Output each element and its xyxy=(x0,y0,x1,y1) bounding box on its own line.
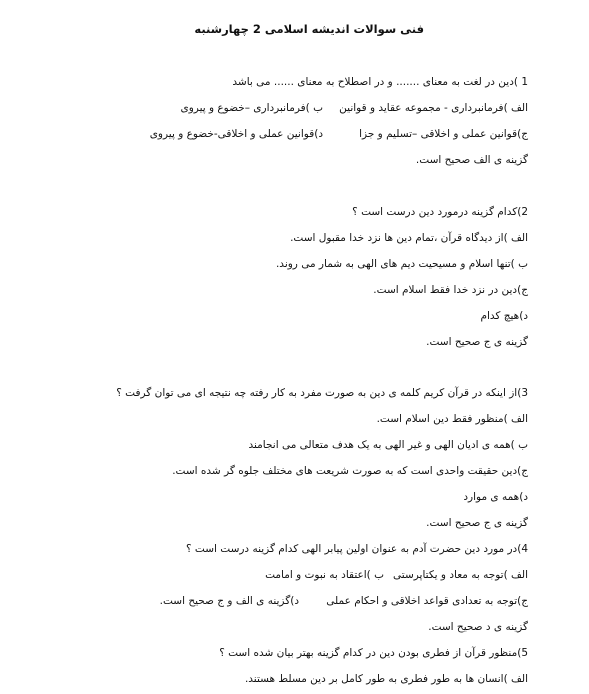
q5-option-a: الف )انسان ها به طور فطری به طور کامل بر دین مسلط هستند. xyxy=(244,673,528,685)
question-2: 2)کدام گزینه درمورد دین درست است ؟ xyxy=(352,206,528,218)
q4-option-c: ج)توجه به تعدادی قواعد اخلاقی و احکام عملی xyxy=(326,595,528,607)
question-4: 4)در مورد دین حضرت آدم به عنوان اولین پیابر الهی کدام گزینه درست است ؟ xyxy=(185,543,528,555)
q2-answer: گزینه ی ج صحیح است. xyxy=(426,336,528,348)
q2-option-a: الف )از دیدگاه قرآن ،تمام دین ها نزد خدا مقبول است. xyxy=(290,232,528,244)
question-3: 3)از اینکه در قرآن کریم کلمه ی دین به صورت مفرد به کار رفته چه نتیجه ای می توان گرفت ؟ xyxy=(116,387,528,399)
q2-option-c: ج)دین در نزد خدا فقط اسلام است. xyxy=(373,284,528,296)
question-5: 5)منظور قرآن از فطری بودن دین در کدام گزینه بهتر بیان شده است ؟ xyxy=(219,647,528,659)
q1-option-c: ج)قوانین عملی و اخلاقی –تسلیم و جزا xyxy=(359,128,528,140)
q3-option-a: الف )منظور فقط دین اسلام است. xyxy=(376,413,528,425)
q1-option-b: ب )فرمانبرداری –خضوع و پیروی xyxy=(180,102,323,114)
q1-option-d: د)قوانین عملی و اخلاقی-خضوع و پیروی xyxy=(149,128,323,140)
q3-option-d: د)همه ی موارد xyxy=(463,491,528,503)
q3-option-c: ج)دین حقیقت واحدی است که به صورت شریعت های مختلف جلوه گر شده است. xyxy=(172,465,528,477)
q3-option-b: ب )همه ی ادیان الهی و غیر الهی به یک هدف متعالی می انجامند xyxy=(248,439,528,451)
q3-answer: گزینه ی ج صحیح است. xyxy=(426,517,528,529)
q2-option-b: ب )تنها اسلام و مسیحیت دیم های الهی به شمار می روند. xyxy=(275,258,528,270)
q1-option-a: الف )فرمانبرداری - مجموعه عقاید و قوانین xyxy=(339,102,528,114)
q1-answer: گزینه ی الف صحیح است. xyxy=(415,154,528,166)
q2-option-d: د)هیچ کدام xyxy=(480,310,528,322)
q4-answer: گزینه ی د صحیح است. xyxy=(428,621,528,633)
q4-option-b: ب )اعتقاد به نبوت و امامت xyxy=(265,569,384,581)
page-title: فنی سوالات اندیشه اسلامی 2 چهارشنبه xyxy=(194,22,424,36)
q4-option-d: د)گزینه ی الف و ج صحیح است. xyxy=(159,595,299,607)
q4-option-a: الف )توجه به معاد و یکتاپرستی xyxy=(393,569,528,581)
question-1: 1 )دین در لغت به معنای ....... و در اصطلاح به معنای ...... می باشد xyxy=(232,76,528,88)
